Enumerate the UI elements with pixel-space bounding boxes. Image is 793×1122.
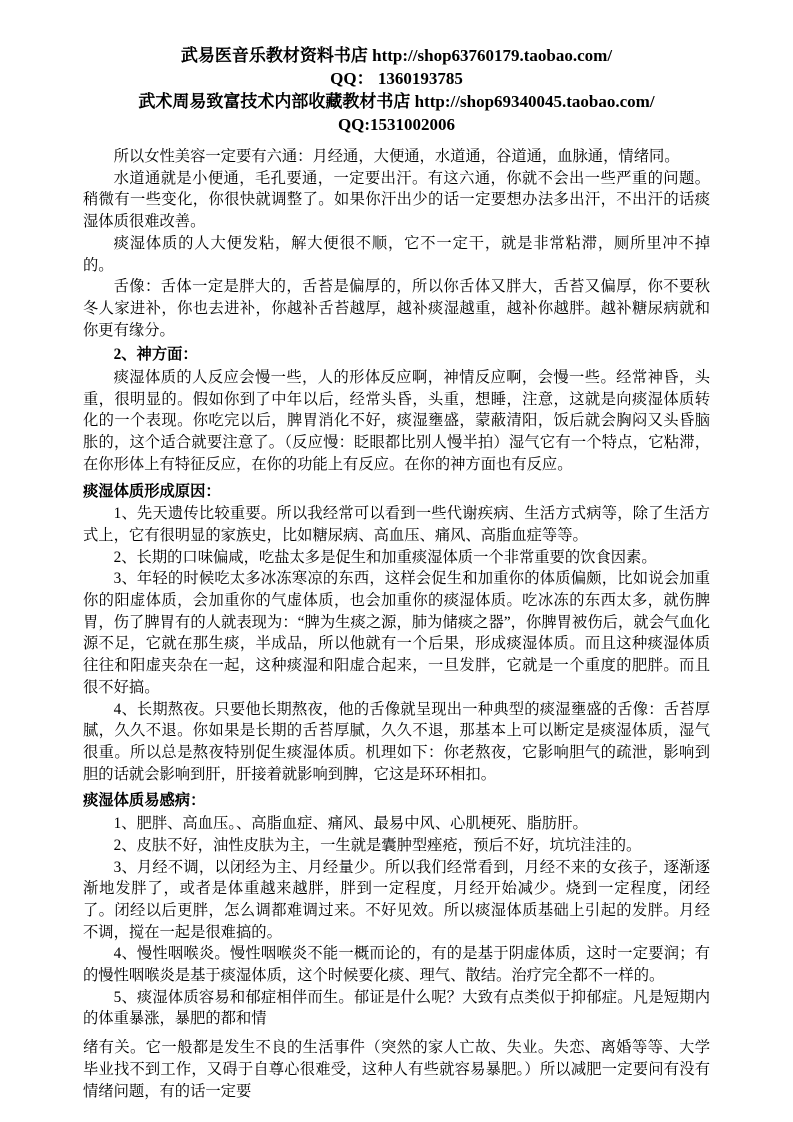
document-body: [83, 146, 710, 1102]
header-line-qq-2: QQ:1531002006: [337, 115, 456, 134]
paragraph: 水道通就是小便通，毛孔要通，一定要出汗。有这六通，你就不会出一些严重的问题。稍微有一些变化，你很快就调整了。如果你汗出少的话一定要想办法多出汗，不出汗的话痰湿体质很难改善。: [83, 169, 710, 231]
paragraph: 痰湿体质的人大便发粘，解大便很不顺，它不一定干，就是非常粘滞，厕所里冲不掉的。: [83, 234, 710, 274]
paragraph: 3、年轻的时候吃太多冰冻寒凉的东西，这样会促生和加重你的体质偏颇，比如说会加重你的阳虚体质，会加重你的气虚体质，也会加重你的痰湿体质。吃冰冻的东西太多，就伤脾胃，伤了脾胃有的人就表现为：“脾为生痰之源，肺为储痰之器”，你脾胃被伤后，就会气血化源不足，它就在那生痰，半成品，所以他就有一个后果，形成痰湿体质。而且这种痰湿体质往往和阳虚夹杂在一起，这种痰湿和阳虚合起来，一旦发胖，它就是一个重度的肥胖。而且很不好搞。: [83, 570, 710, 696]
paragraph: 2、皮肤不好，油性皮肤为主，一生就是囊肿型痤疮，预后不好，坑坑洼洼的。: [113, 836, 642, 854]
paragraph: 3、月经不调，以闭经为主、月经量少。所以我们经常看到，月经不来的女孩子，逐渐逐渐地发胖了，或者是体重越来越胖，胖到一定程度，月经开始减少。烧到一定程度，闭经了。闭经以后更胖，怎么调都难调过来。不好见效。所以痰湿体质基础上引起的发胖。月经不调，搅在一起是很难搞的。: [83, 858, 710, 941]
paragraph: 绪有关。它一般都是发生不良的生活事件（突然的家人亡故、失业。失恋、离婚等等、大学毕业找不到工作，又碍于自尊心很难受，这种人有些就容易暴肥。）所以减肥一定要问有没有情绪问题，有的话一定要: [83, 1039, 710, 1100]
paragraph: 所以女性美容一定要有六通：月经通，大便通，水道通，谷道通，血脉通，情绪同。: [113, 148, 680, 165]
paragraph: 痰湿体质的人反应会慢一些，人的形体反应啊，神情反应啊，会慢一些。经常神昏，头重，很明显的。假如你到了中年以后，经常头昏，头重，想睡，注意，这就是向痰湿体质转化的一个表现。你吃完以后，脾胃消化不好，痰湿壅盛，蒙蔽清阳，饭后就会胸闷又头昏脑胀的，这个适合就要注意了。（反应慢：眨眼都比别人慢半拍）湿气它有一个特点，它粘滞，在你形体上有特征反应，在你的功能上有反应。在你的神方面也有反应。: [83, 369, 710, 473]
document-header: [83, 44, 710, 136]
header-line-store-1: 武易医音乐教材资料书店 http://shop63760179.taobao.com/: [180, 46, 613, 65]
section-heading: 痰湿体质易感病：: [83, 792, 206, 810]
paragraph: 2、神方面：: [113, 346, 198, 364]
paragraph: 1、肥胖、高血压。、高脂血症、痛风、最易中风、心肌梗死、脂肪肝。: [113, 815, 588, 833]
paragraph: 2、长期的口味偏咸，吃盐太多是促生和加重痰湿体质一个非常重要的饮食因素。: [113, 548, 657, 566]
paragraph: 5、痰湿体质容易和郁症相伴而生。郁证是什么呢？大致有点类似于抑郁症。凡是短期内的体重暴涨，暴肥的都和情: [83, 988, 710, 1028]
paragraph: 舌像：舌体一定是胖大的，舌苔是偏厚的，所以你舌体又胖大，舌苔又偏厚，你不要秋冬人家进补，你也去进补，你越补舌苔越厚，越补痰湿越重，越补你越胖。越补糖尿病就和你更有缘分。: [83, 278, 710, 339]
paragraph: 4、慢性咽喉炎。慢性咽喉炎不能一概而论的，有的是基于阴虚体质，这时一定要润；有的慢性咽喉炎是基于痰湿体质，这个时候要化痰、理气、散结。治疗完全都不一样的。: [83, 945, 710, 985]
header-line-qq-1: QQ： 1360193785: [330, 69, 463, 88]
header-line-store-2: 武术周易致富技术内部收藏教材书店 http://shop69340045.taobao.com/: [138, 92, 655, 111]
paragraph: 1、先天遗传比较重要。所以我经常可以看到一些代谢疾病、生活方式病等，除了生活方式上，它有很明显的家族史，比如糖尿病、高血压、痛风、高脂血症等等。: [83, 505, 710, 544]
paragraph: 4、长期熬夜。只要他长期熬夜，他的舌像就呈现出一种典型的痰湿壅盛的舌像：舌苔厚腻，久久不退。你如果是长期的舌苔厚腻，久久不退，那基本上可以断定是痰湿体质，湿气很重。所以总是熬夜特别促生痰湿体质。机理如下：你老熬夜，它影响胆气的疏泄，影响到胆的话就会影响到肝，肝接着就影响到脾，它这是环环相扣。: [83, 700, 710, 783]
section-heading: 痰湿体质形成原因：: [83, 482, 221, 500]
